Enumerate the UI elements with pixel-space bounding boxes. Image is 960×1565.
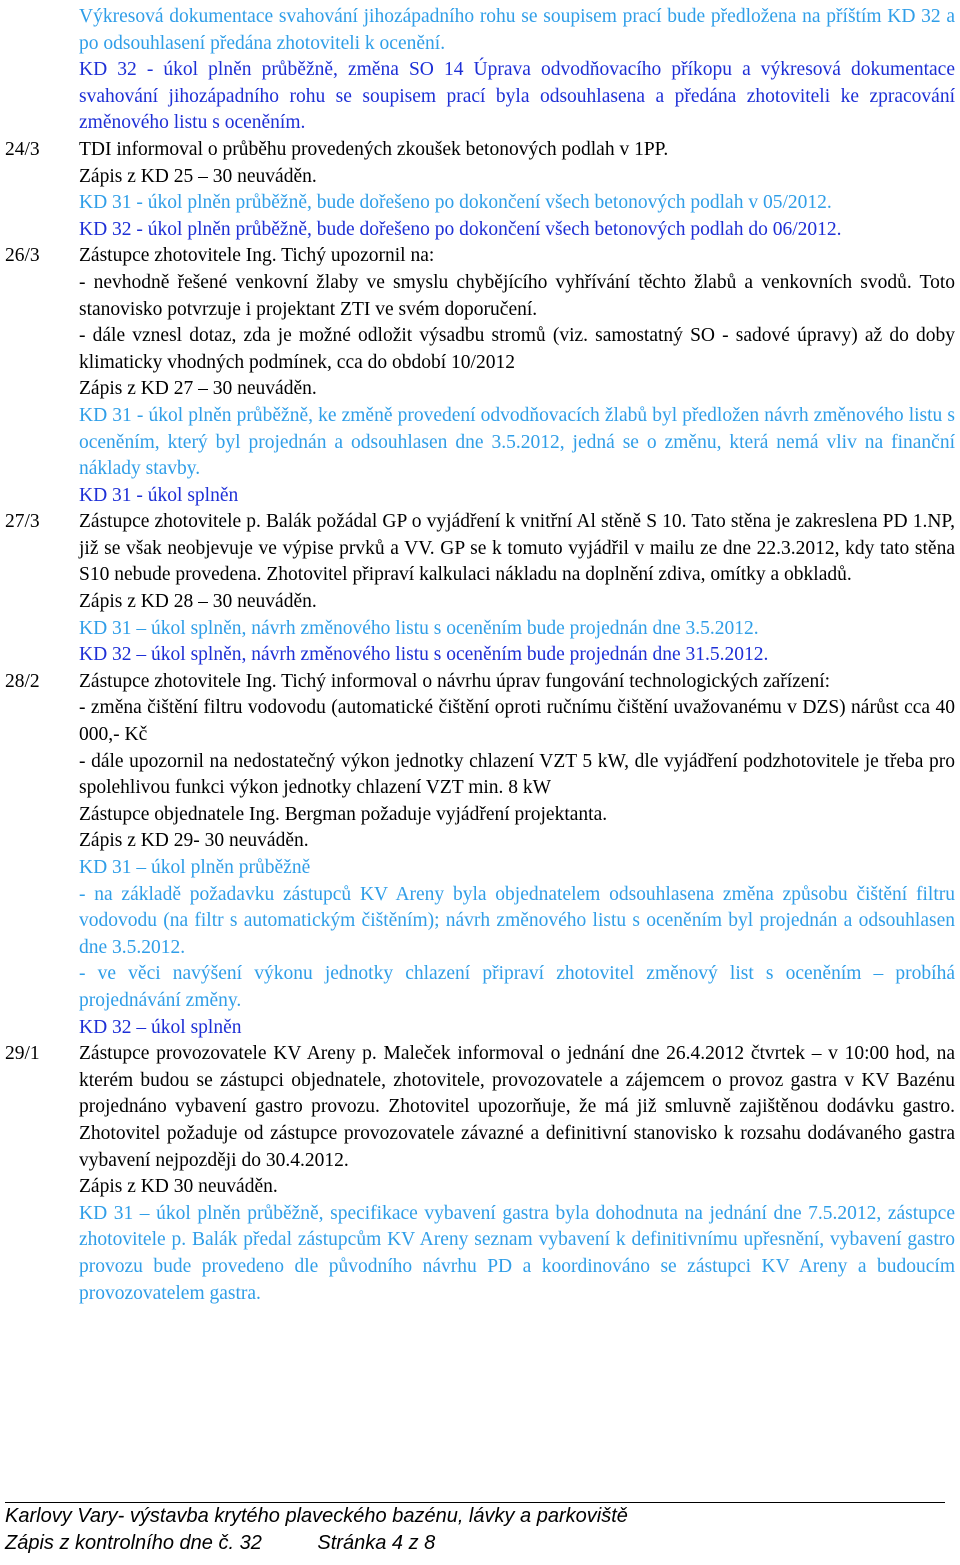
item-paragraph: TDI informoval o průběhu provedených zkoušek betonových podlah v 1PP. <box>79 138 669 160</box>
item-number <box>0 4 79 137</box>
item-paragraph: - nevhodně řešené venkovní žlaby ve smyslu chybějícího vyhřívání těchto žlabů a venkovních svodů. Toto stanovisko potvrzuje i projektant ZTI ve svém doporučení. <box>79 271 955 320</box>
item-paragraph: Zástupce provozovatele KV Areny p. Maleček informoval o jednání dne 26.4.2012 čtvrtek – v 10:00 hod, na kterém budou se zástupci objednatele, zhotovitele, provozovatele a zájemcem o provoz gastra v KV Bazénu projednáno vybavení gastro provozu. Zhotovitel upozorňuje, že má již smluvně zajištěnou dodávku gastro. Zhotovitel požaduje od zástupce provozovatele závazné a definitivní stanovisko k rozsahu dodávaného gastra vybavení nejpozději do 30.4.2012. <box>79 1043 955 1171</box>
agenda-item <box>0 509 960 669</box>
item-body <box>79 669 955 1041</box>
item-paragraph: - ve věci navýšení výkonu jednotky chlazení připraví zhotovitel změnový list s oceněním – probíhá projednávání změny. <box>79 963 955 1011</box>
item-paragraph: Zápis z KD 29- 30 neuváděn. <box>79 830 309 852</box>
agenda-item <box>0 1041 960 1307</box>
footer-minutes: Zápis z kontrolního dne č. 32 <box>5 1532 262 1554</box>
item-paragraph: Zápis z KD 27 – 30 neuváděn. <box>79 378 317 400</box>
item-number: 26/3 <box>5 245 40 267</box>
item-paragraph: Zástupce zhotovitele p. Balák požádal GP o vyjádření k vnitřní Al stěně S 10. Tato stěna je zakreslena PD 1.NP, již se však neobjevuje ve výpise prvků a VV. GP se k tomuto vyjádřil v mailu ze dne 22.3.2012, kdy tato stěna S10 nebude provedena. Zhotovitel připraví kalkulaci nákladu na doplnění zdiva, omítky a obkladů. <box>79 511 955 586</box>
item-body <box>79 509 955 669</box>
item-paragraph: KD 31 – úkol splněn, návrh změnového listu s oceněním bude projednán dne 3.5.2012. <box>79 617 759 639</box>
item-number: 28/2 <box>5 670 40 692</box>
item-paragraph: Zápis z KD 25 – 30 neuváděn. <box>79 165 317 187</box>
item-paragraph: Zástupce zhotovitele Ing. Tichý upozornil na: <box>79 245 435 267</box>
item-body <box>79 4 955 137</box>
agenda-item <box>0 137 960 243</box>
agenda-item <box>0 669 960 1041</box>
item-paragraph: - na základě požadavku zástupců KV Areny byla objednatelem odsouhlasena změna způsobu čištění filtru vodovodu (na filtr s automatickým čištěním); návrh změnového listu s oceněním byl projednán a odsouhlasen dne 3.5.2012. <box>79 883 955 958</box>
footer-minutes-line <box>5 1530 945 1557</box>
item-paragraph: KD 31 - úkol plněn průběžně, ke změně provedení odvodňovacích žlabů byl předložen návrh změnového listu s oceněním, který byl projednán a odsouhlasen dne 3.5.2012, jedná se o změnu, která nemá vliv na finanční náklady stavby. <box>79 404 955 480</box>
item-paragraph: Výkresová dokumentace svahování jihozápadního rohu se soupisem prací bude předložena na příštím KD 32 a po odsouhlasení předána zhotoviteli k ocenění. <box>79 6 955 54</box>
item-paragraph: Zástupce zhotovitele Ing. Tichý informoval o návrhu úprav fungování technologických zařízení: <box>79 670 831 692</box>
item-paragraph: KD 31 – úkol plněn průběžně <box>79 857 311 878</box>
item-number: 27/3 <box>5 511 40 533</box>
item-paragraph: - změna čištění filtru vodovodu (automatické čištění oproti ručnímu čištění uvažovanému v DZS) nárůst cca 40 000,- Kč <box>79 697 955 746</box>
document-body <box>0 4 960 1307</box>
item-paragraph: KD 32 – úkol splněn <box>79 1016 242 1038</box>
item-paragraph: Zápis z KD 30 neuváděn. <box>79 1176 278 1198</box>
footer-page-number: Stránka 4 z 8 <box>317 1532 436 1554</box>
item-paragraph: - dále vznesl dotaz, zda je možné odložit výsadbu stromů (viz. samostatný SO - sadové úpravy) až do doby klimaticky vhodných podmínek, cca do období 10/2012 <box>79 325 955 373</box>
item-body <box>79 137 955 243</box>
item-paragraph: KD 31 - úkol plněn průběžně, bude dořešeno po dokončení všech betonových podlah v 05/2012. <box>79 192 832 214</box>
item-number: 29/1 <box>5 1043 40 1065</box>
footer-project-title: Karlovy Vary- výstavba krytého plaveckého bazénu, lávky a parkoviště <box>5 1505 628 1527</box>
item-number: 24/3 <box>5 138 40 160</box>
item-body <box>79 243 955 509</box>
agenda-item <box>0 243 960 509</box>
item-paragraph: - dále upozornil na nedostatečný výkon jednotky chlazení VZT 5 kW, dle vyjádření podzhotovitele je třeba pro spolehlivou funkci výkon jednotky chlazení VZT min. 8 kW <box>79 750 955 799</box>
item-paragraph: Zápis z KD 28 – 30 neuváděn. <box>79 591 317 613</box>
item-paragraph: KD 32 – úkol splněn, návrh změnového listu s oceněním bude projednán dne 31.5.2012. <box>79 644 769 666</box>
item-paragraph: KD 32 - úkol plněn průběžně, bude dořešeno po dokončení všech betonových podlah do 06/2012. <box>79 218 842 240</box>
item-paragraph: KD 32 - úkol plněn průběžně, změna SO 14 Úprava odvodňovacího příkopu a výkresová dokumentace svahování jihozápadního rohu se soupisem prací byla odsouhlasena a předána zhotoviteli ke zpracování změnového listu s oceněním. <box>79 59 955 134</box>
item-body <box>79 1041 955 1307</box>
item-paragraph: KD 31 – úkol plněn průběžně, specifikace vybavení gastra byla dohodnuta na jednání dne 7.5.2012, zástupce zhotovitele p. Balák předal zástupcům KV Areny seznam vybavení k definitivnímu upřesnění, vybavení gastro provozu bude provedeno dle původního návrhu PD a koordinováno se zástupci KV Areny a budoucím provozovatelem gastra. <box>79 1202 955 1304</box>
agenda-item <box>0 4 960 137</box>
item-paragraph: KD 31 - úkol splněn <box>79 484 239 506</box>
item-paragraph: Zástupce objednatele Ing. Bergman požaduje vyjádření projektanta. <box>79 803 608 825</box>
page-footer <box>5 1502 945 1557</box>
